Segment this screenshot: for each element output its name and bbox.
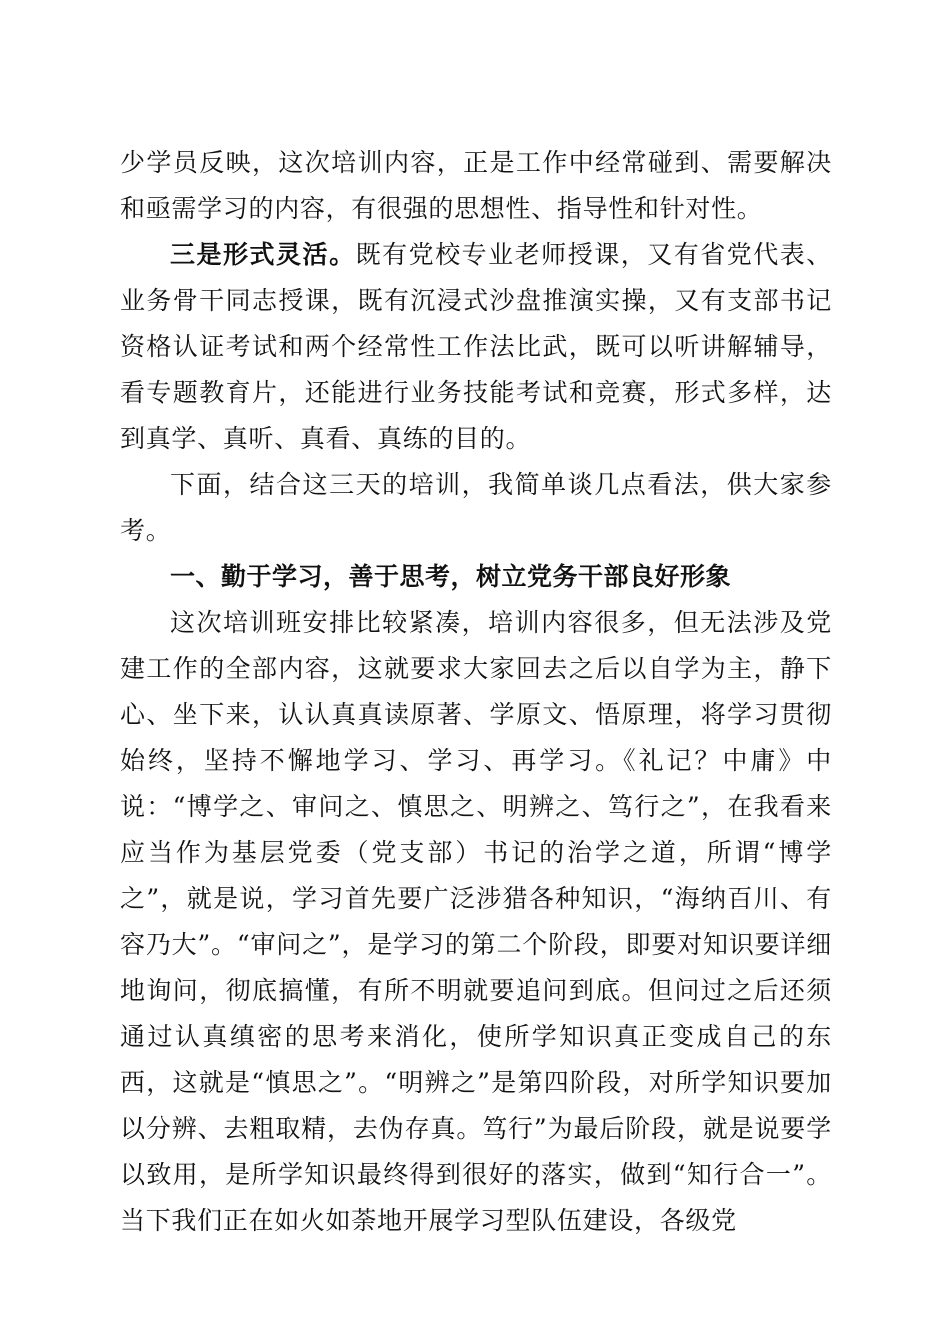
document-body [120, 140, 832, 1244]
paragraph-lead-phrase: 三是形式灵活。 [170, 240, 356, 269]
section-heading-1: 一、勤于学习，善于思考，树立党务干部良好形象 [170, 562, 732, 591]
paragraph-body-text: 既有党校专业老师授课，又有省党代表、业务骨干同志授课，既有沉浸式沙盘推演实操，又有支部书记资格认证考试和两个经常性工作法比武，既可以听讲解辅导，看专题教育片，还能进行业务技能考试和竞赛，形式多样，达到真学、真听、真看、真练的目的。 [120, 240, 832, 453]
paragraph-continuation: 少学员反映，这次培训内容，正是工作中经常碰到、需要解决和亟需学习的内容，有很强的思想性、指导性和针对性。 [120, 148, 832, 223]
paragraph-form-flexible [120, 232, 832, 462]
paragraph-intro-views: 下面，结合这三天的培训，我简单谈几点看法，供大家参考。 [120, 470, 832, 545]
paragraph-study-thinking: 这次培训班安排比较紧凑，培训内容很多，但无法涉及党建工作的全部内容，这就要求大家回去之后以自学为主，静下心、坐下来，认认真真读原著、学原文、悟原理，将学习贯彻始终，坚持不懈地学习、学习、再学习。《礼记？中庸》中说：“博学之、审问之、慎思之、明辨之、笃行之”，在我看来应当作为基层党委（党支部）书记的治学之道，所谓“博学之”，就是说，学习首先要广泛涉猎各种知识，“海纳百川、有容乃大”。“审问之”，是学习的第二个阶段，即要对知识要详细地询问，彻底搞懂，有所不明就要追问到底。但问过之后还须通过认真缜密的思考来消化，使所学知识真正变成自己的东西，这就是“慎思之”。“明辨之”是第四阶段，对所学知识要加以分辨、去粗取精，去伪存真。笃行”为最后阶段，就是说要学以致用，是所学知识最终得到很好的落实，做到“知行合一”。当下我们正在如火如荼地开展学习型队伍建设，各级党 [120, 608, 832, 1235]
